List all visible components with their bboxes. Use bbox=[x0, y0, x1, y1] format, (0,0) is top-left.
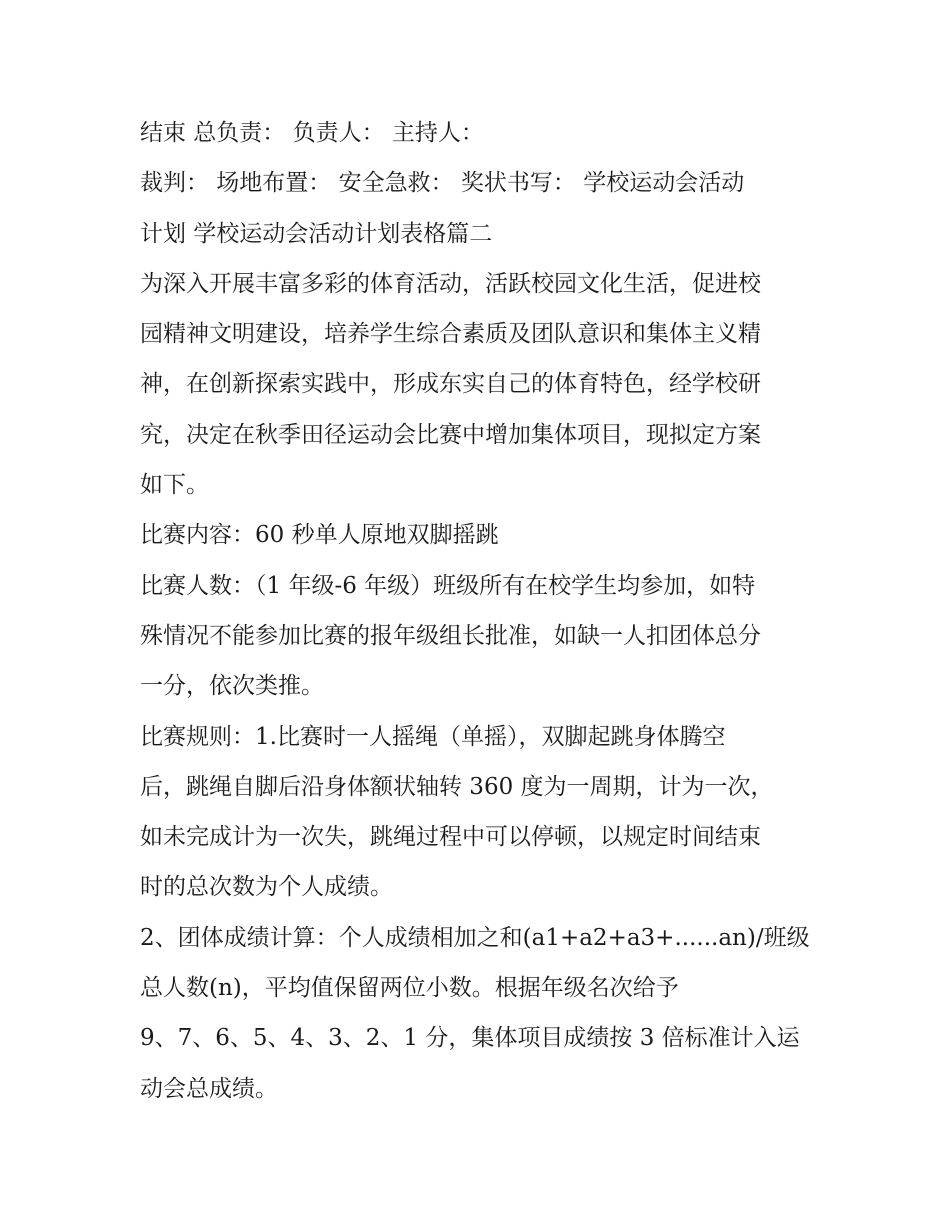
text-line-16: 时的总次数为个人成绩。 bbox=[140, 874, 393, 901]
text-line-3: 计划 学校运动会活动计划表格篇二 bbox=[140, 220, 493, 247]
text-line-2: 裁判： 场地布置： 安全急救： 奖状书写： 学校运动会活动 bbox=[140, 170, 745, 197]
text-line-12: 一分，依次类推。 bbox=[140, 673, 324, 700]
text-line-13: 比赛规则：1.比赛时一人摇绳（单摇），双脚起跳身体腾空 bbox=[140, 723, 726, 750]
text-line-6: 神，在创新探索实践中，形成东实自己的体育特色，经学校研 bbox=[140, 371, 761, 398]
text-line-9: 比赛内容：60 秒单人原地双脚摇跳 bbox=[140, 522, 499, 549]
document-body bbox=[140, 108, 820, 1114]
text-line-4: 为深入开展丰富多彩的体育活动，活跃校园文化生活，促进校 bbox=[140, 270, 761, 297]
text-line-11: 殊情况不能参加比赛的报年级组长批准，如缺一人扣团体总分 bbox=[140, 622, 761, 649]
text-line-8: 如下。 bbox=[140, 472, 209, 499]
text-line-19: 9、7、6、5、4、3、2、1 分，集体项目成绩按 3 倍标准计入运 bbox=[140, 1025, 800, 1052]
text-line-18: 总人数(n)，平均值保留两位小数。根据年级名次给予 bbox=[140, 975, 679, 1002]
text-line-10: 比赛人数：（1 年级-6 年级）班级所有在校学生均参加，如特 bbox=[140, 572, 756, 599]
text-line-1: 结束 总负责： 负责人： 主持人： bbox=[140, 120, 484, 146]
text-line-17: 2、团体成绩计算：个人成绩相加之和(a1+a2+a3+......an)/班级 bbox=[140, 924, 810, 951]
text-line-20: 动会总成绩。 bbox=[140, 1075, 278, 1102]
text-line-15: 如未完成计为一次失，跳绳过程中可以停顿，以规定时间结束 bbox=[140, 824, 761, 851]
text-line-5: 园精神文明建设，培养学生综合素质及团队意识和集体主义精 bbox=[140, 321, 761, 348]
text-line-14: 后，跳绳自脚后沿身体额状轴转 360 度为一周期，计为一次， bbox=[140, 773, 774, 800]
text-line-7: 究，决定在秋季田径运动会比赛中增加集体项目，现拟定方案 bbox=[140, 421, 761, 448]
